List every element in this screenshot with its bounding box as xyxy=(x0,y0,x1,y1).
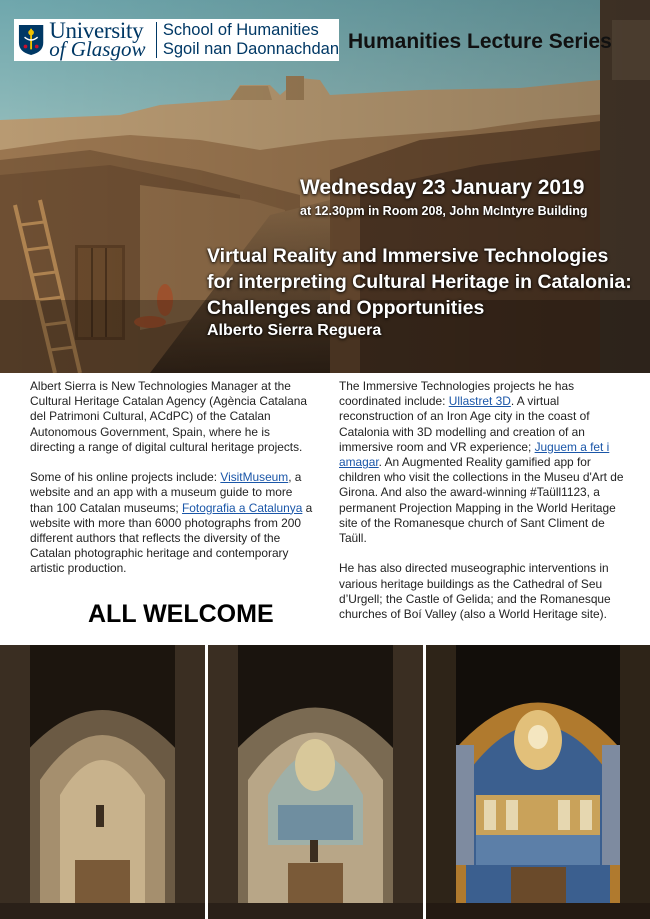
juguem-a-fet-i-amagar-link[interactable]: Juguem a fet i amagar xyxy=(339,439,610,470)
school-name-gaelic: Sgoil nan Daonnachdan xyxy=(162,40,340,58)
school-name-english: School of Humanities xyxy=(162,21,319,39)
logo-divider xyxy=(156,22,157,58)
university-crest-icon xyxy=(18,23,44,57)
church-apse-photo-full-mapping xyxy=(426,645,650,919)
church-photo-strip xyxy=(0,645,650,919)
university-name xyxy=(49,18,154,61)
juguem-description: . An Augmented Reality gamified app for children who visit the collections in the Museu d'Art de Girona. And also the award-winning xyxy=(339,455,624,500)
online-projects-paragraph xyxy=(30,470,317,576)
taull-1123-hashtag: #Taüll1123 xyxy=(530,485,587,500)
lecture-title-line2: for interpreting Cultural Heritage in Catalonia: xyxy=(207,271,632,293)
university-logo xyxy=(14,19,339,61)
church-apse-photo-projection xyxy=(208,645,423,919)
taull-description: , a permanent Projection Mapping in the World Heritage site of the Romanesque church of Sant Climent de Taüll. xyxy=(339,485,616,546)
speaker-bio-column xyxy=(30,379,317,592)
ullastret-description: . A virtual reconstruction of an Iron Age city in the coast of Catalonia with 3D modelling and creation of an immersive room and VR experience; xyxy=(339,394,590,454)
bio-paragraph: Albert Sierra is New Technologies Manager at the Cultural Heritage Catalan Agency (Agència Catalana del Patrimoni Cultural, ACdPC) of the Catalan Autonomous Government, Spain, where he is directing a range of digital cultural heritage projects. xyxy=(30,379,307,454)
speaker-name: Alberto Sierra Reguera xyxy=(207,322,382,339)
church-apse-full-mapping-illustration xyxy=(426,645,650,919)
visitmuseum-description: , a website and an app with a museum guide to more than 100 Catalan museums; xyxy=(30,470,302,515)
immersive-intro: The Immersive Technologies projects he has coordinated include: xyxy=(339,379,575,409)
church-apse-plain-illustration xyxy=(0,645,205,919)
all-welcome-heading: ALL WELCOME xyxy=(88,600,274,628)
church-apse-projection-illustration xyxy=(208,645,423,919)
event-venue: at 12.30pm in Room 208, John McIntyre Building xyxy=(300,204,588,218)
event-date: Wednesday 23 January 2019 xyxy=(300,176,585,199)
visitmuseum-link[interactable]: VisitMuseum xyxy=(220,470,289,485)
immersive-projects-paragraph xyxy=(339,379,630,546)
hero-image xyxy=(0,0,650,373)
lecture-title-line3: Challenges and Opportunities xyxy=(207,297,485,319)
school-name xyxy=(163,21,339,59)
online-projects-intro: Some of his online projects include: xyxy=(30,470,221,485)
fotografia-catalunya-link[interactable]: Fotografia a Catalunya xyxy=(182,500,303,515)
fotografia-description: a website with more than 6000 photographs from 200 different authors that reflects the diversity of the Catalan photographic heritage and contemporary artistic production. xyxy=(30,500,313,576)
ullastret-3d-link[interactable]: Ullastret 3D xyxy=(448,394,511,409)
museographic-paragraph: He has also directed museographic interventions in various heritage buildings as the Cathedral of Seu d’Urgell; the Castle of Gelida; and the Romanesque churches of Boí Valley (also a World Heritage site). xyxy=(339,561,611,622)
lecture-title-line1: Virtual Reality and Immersive Technologies xyxy=(207,245,609,267)
university-name-line1: University xyxy=(49,18,144,43)
church-apse-photo-plain xyxy=(0,645,205,919)
series-title: Humanities Lecture Series xyxy=(348,30,612,53)
university-name-line2: of Glasgow xyxy=(49,37,146,61)
lecture-title xyxy=(207,243,632,321)
immersive-projects-column xyxy=(339,379,630,637)
